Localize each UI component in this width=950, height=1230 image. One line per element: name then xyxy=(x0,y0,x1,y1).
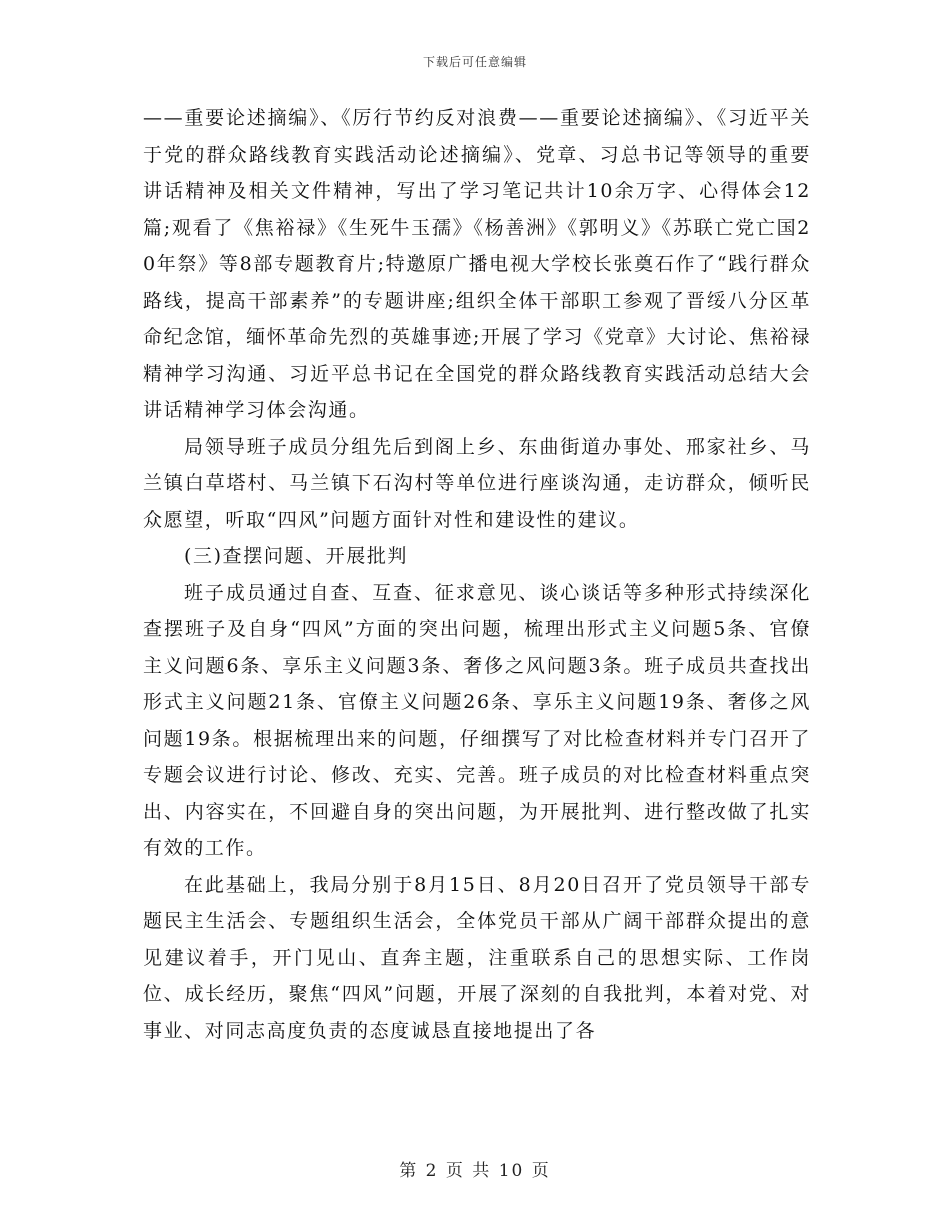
paragraph-continuation: ——重要论述摘编》、《厉行节约反对浪费——重要论述摘编》、《习近平关于党的群众路线教育实践活动论述摘编》、党章、习总书记等领导的重要讲话精神及相关文件精神，写出了学习笔记共计10余万字、心得体会12篇;观看了《焦裕禄》《生死牛玉孺》《杨善洲》《郭明义》《苏联亡党亡国20年祭》等8部专题教育片;特邀原广播电视大学校长张奠石作了“践行群众路线，提高干部素养”的专题讲座;组织全体干部职工参观了晋绥八分区革命纪念馆，缅怀革命先烈的英雄事迹;开展了学习《党章》大讨论、焦裕禄精神学习沟通、习近平总书记在全国党的群众路线教育实践活动总结大会讲话精神学习体会沟通。 xyxy=(143,107,811,421)
page-header: 下载后可任意编辑 xyxy=(422,55,527,69)
section-heading: (三)查摆问题、开展批判 xyxy=(184,545,409,567)
paragraph-field-visits: 局领导班子成员分组先后到阁上乡、东曲街道办事处、邢家社乡、马兰镇白草塔村、马兰镇下石沟村等单位进行座谈沟通，走访群众，倾听民众愿望，听取“四风”问题方面针对性和建设性的建议。 xyxy=(143,435,811,531)
document-body xyxy=(143,100,811,1049)
paragraph-problem-review: 班子成员通过自查、互查、征求意见、谈心谈话等多种形式持续深化查摆班子及自身“四风”方面的突出问题，梳理出形式主义问题5条、官僚主义问题6条、享乐主义问题3条、奢侈之风问题3条。班子成员共查找出形式主义问题21条、官僚主义问题26条、享乐主义问题19条、奢侈之风问题19条。根据梳理出来的问题，仔细撰写了对比检查材料并专门召开了专题会议进行讨论、修改、充实、完善。班子成员的对比检查材料重点突出、内容实在，不回避自身的突出问题，为开展批判、进行整改做了扎实有效的工作。 xyxy=(143,581,811,859)
paragraph-meetings: 在此基础上，我局分别于8月15日、8月20日召开了党员领导干部专题民主生活会、专题组织生活会，全体党员干部从广阔干部群众提出的意见建议着手，开门见山、直奔主题，注重联系自己的思想实际、工作岗位、成长经历，聚焦“四风”问题，开展了深刻的自我批判，本着对党、对事业、对同志高度负责的态度诚恳直接地提出了各 xyxy=(143,873,811,1042)
page-footer: 第 2 页 共 10 页 xyxy=(399,1161,551,1181)
